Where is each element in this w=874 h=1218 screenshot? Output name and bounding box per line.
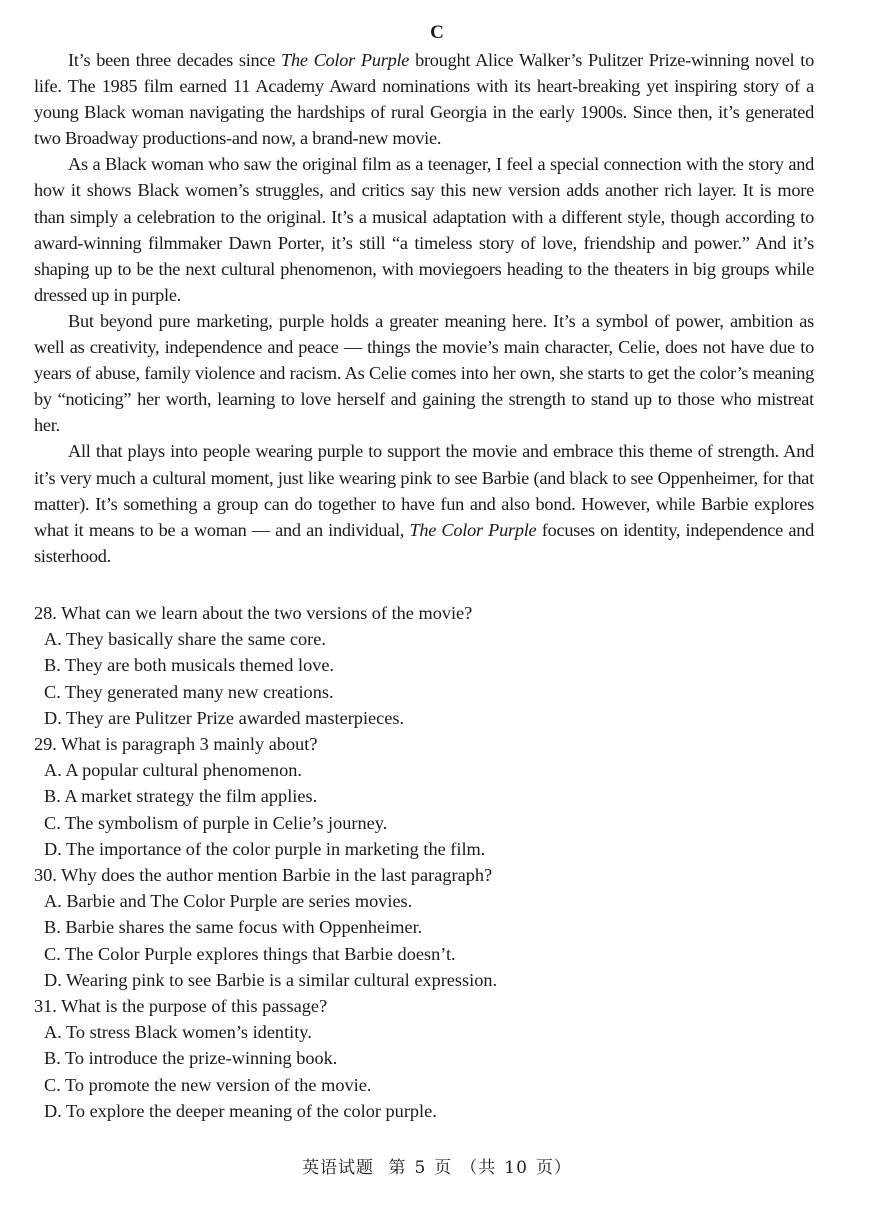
option-b: B. To introduce the prize-winning book. <box>44 1048 338 1069</box>
reading-passage <box>34 47 814 569</box>
question-stem: 29. What is paragraph 3 mainly about? <box>34 734 318 755</box>
paragraph-4-text-start: All that plays into people wearing purple to support the movie and embrace this theme of strength. And it’s very much a cultural moment, just like wearing pink to see Barbie (and black to see Oppenheimer, for that matter). It’s something a group can do together to have fun and also bond. However, while Barbie explores what it means to be a woman — and an individual, <box>34 441 814 540</box>
paragraph-2: As a Black woman who saw the original film as a teenager, I feel a special connection with the story and how it shows Black women’s struggles, and critics say this new version adds another rich layer. It is more than simply a celebration to the original. It’s a musical adaptation with a different style, though according to award-winning filmmaker Dawn Porter, it’s still “a timeless story of love, friendship and power.” And it’s shaping up to be the next cultural phenomenon, with moviegoers heading to the theaters in big groups while dressed up in purple. <box>34 154 814 305</box>
option-a: A. A popular cultural phenomenon. <box>44 760 302 781</box>
option-d: D. Wearing pink to see Barbie is a similar cultural expression. <box>44 969 498 990</box>
page-footer <box>0 1153 874 1178</box>
movie-title-italic: The Color Purple <box>409 519 537 540</box>
option-c: C. They generated many new creations. <box>44 681 334 702</box>
footer-page-number: 5 <box>414 1158 427 1178</box>
footer-total-prefix: （共 <box>460 1158 497 1178</box>
option-b: B. They are both musicals themed love. <box>44 655 335 676</box>
paragraph-4-text-end: focuses on identity, independence and sisterhood. <box>34 519 814 566</box>
option-a: A. They basically share the same core. <box>44 629 326 650</box>
paragraph-3: But beyond pure marketing, purple holds a greater meaning here. It’s a symbol of power, ambition as well as creativity, independence and peace — things the movie’s main character, Celie, does not have due to years of abuse, family violence and racism. As Celie comes into her own, she starts to get the color’s meaning by “noticing” her worth, learning to love herself and gaining the strength to stand up to those who mistreat her. <box>34 310 814 436</box>
option-d: D. To explore the deeper meaning of the color purple. <box>44 1100 437 1121</box>
question-28 <box>34 600 814 731</box>
footer-total-pages: 10 <box>504 1158 528 1178</box>
paragraph-1 <box>34 47 814 151</box>
paragraph-1-text-end: brought Alice Walker’s Pulitzer Prize-winning novel to life. The 1985 film earned 11 Academy Award nominations with its heart-breaking yet inspiring story of a young Black woman navigating the hardships of rural Georgia in the early 1900s. Since then, it’s generated two Broadway productions-and now, a brand-new movie. <box>34 50 814 149</box>
question-stem: 30. Why does the author mention Barbie in the last paragraph? <box>34 865 493 886</box>
question-29 <box>34 731 814 862</box>
footer-subject: 英语试题 <box>302 1158 375 1178</box>
movie-title-italic: The Color Purple <box>281 50 410 70</box>
question-stem: 28. What can we learn about the two versions of the movie? <box>34 603 473 623</box>
question-stem: 31. What is the purpose of this passage? <box>34 996 328 1017</box>
question-31 <box>34 993 814 1124</box>
option-b: B. A market strategy the film applies. <box>44 786 318 807</box>
option-b: B. Barbie shares the same focus with Oppenheimer. <box>44 917 423 938</box>
option-c: C. The symbolism of purple in Celie’s journey. <box>44 812 388 833</box>
option-d: D. The importance of the color purple in marketing the film. <box>44 838 486 859</box>
option-a: A. To stress Black women’s identity. <box>44 1022 312 1043</box>
option-a: A. Barbie and The Color Purple are series movies. <box>44 891 413 912</box>
option-c: C. To promote the new version of the movie. <box>44 1074 372 1095</box>
option-c: C. The Color Purple explores things that Barbie doesn’t. <box>44 943 456 964</box>
footer-total-suffix: 页） <box>535 1158 572 1178</box>
paragraph-4 <box>34 438 814 568</box>
footer-page-prefix: 第 <box>388 1158 407 1178</box>
section-letter: C <box>430 22 444 43</box>
footer-page-suffix: 页 <box>434 1158 453 1178</box>
question-30 <box>34 862 814 993</box>
option-d: D. They are Pulitzer Prize awarded masterpieces. <box>44 707 405 728</box>
question-list <box>34 600 814 1124</box>
paragraph-1-text-start: It’s been three decades since <box>68 50 282 70</box>
